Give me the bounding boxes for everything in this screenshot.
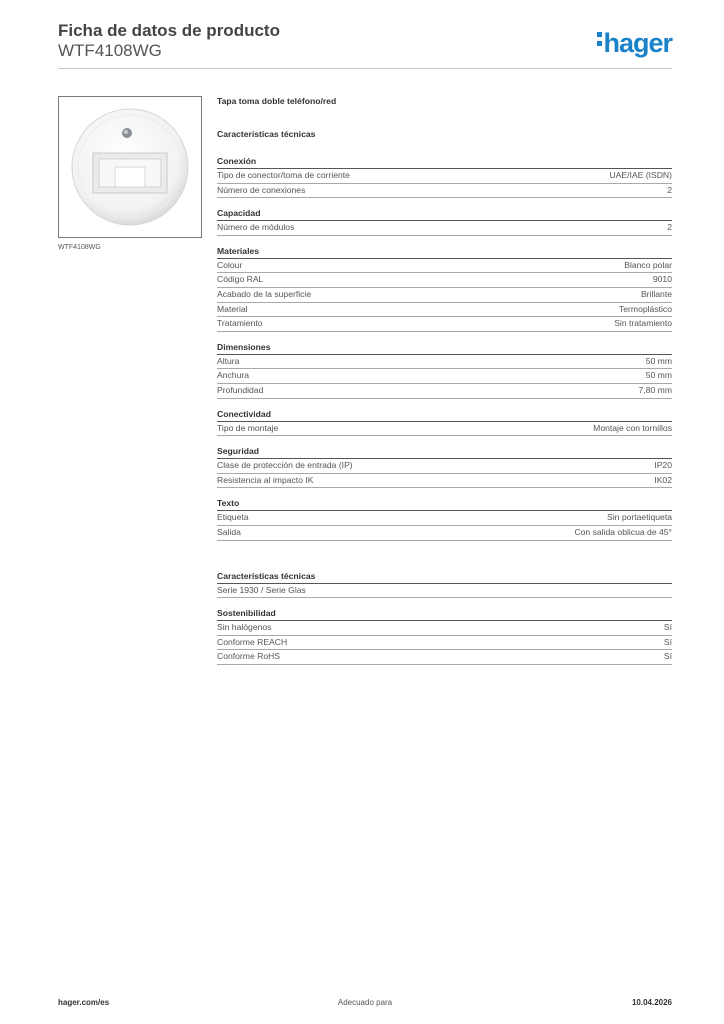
spec-value: Sí xyxy=(663,622,672,633)
spec-label: Profundidad xyxy=(217,384,264,395)
spec-value: 50 mm xyxy=(645,355,672,366)
spec-row xyxy=(217,636,672,651)
spec-row xyxy=(217,288,672,303)
spec-label: Altura xyxy=(217,355,240,366)
spec-label: Acabado de la superficie xyxy=(217,288,312,299)
spec-row xyxy=(217,355,672,370)
spec-row xyxy=(217,384,672,399)
spec-label: Etiqueta xyxy=(217,512,249,523)
section-texto xyxy=(217,497,672,540)
hager-logo[interactable] xyxy=(597,28,672,59)
section-seguridad xyxy=(217,445,672,488)
spec-label: Resistencia al impacto IK xyxy=(217,474,314,485)
main-heading: Características técnicas xyxy=(217,129,316,139)
header-divider xyxy=(58,68,672,69)
spec-value: UAE/IAE (ISDN) xyxy=(609,170,672,180)
spec-row xyxy=(217,317,672,332)
spec-row xyxy=(217,474,672,489)
spec-label: Número de módulos xyxy=(217,222,295,233)
section-title: Dimensiones xyxy=(217,341,672,355)
spec-label: Material xyxy=(217,303,248,314)
section-title: Sostenibilidad xyxy=(217,607,672,621)
spec-row xyxy=(217,303,672,318)
spec-value: IP20 xyxy=(654,460,672,471)
spec-value: Montaje con tornillos xyxy=(593,422,672,433)
spec-value: Sin portaetiqueta xyxy=(607,512,672,523)
section-title: Características técnicas xyxy=(217,570,672,584)
spec-label: Clase de protección de entrada (IP) xyxy=(217,460,353,471)
spec-row xyxy=(217,650,672,665)
specifications xyxy=(217,94,672,674)
spec-value: Blanco polar xyxy=(624,259,672,270)
page-header xyxy=(58,20,672,70)
spec-label: Colour xyxy=(217,259,243,270)
spec-row xyxy=(217,369,672,384)
section-tech-series xyxy=(217,570,672,599)
spec-label: Conforme RoHS xyxy=(217,651,281,662)
spec-row xyxy=(217,459,672,474)
section-sostenibilidad xyxy=(217,607,672,665)
product-name: Tapa toma doble teléfono/red xyxy=(217,96,337,106)
spec-row xyxy=(217,259,672,274)
spec-label: Código RAL xyxy=(217,274,264,285)
spec-label: Tratamiento xyxy=(217,318,263,329)
spec-label: Conforme REACH xyxy=(217,636,288,647)
spec-row xyxy=(217,526,672,541)
spec-value: 50 mm xyxy=(645,370,672,381)
spec-row xyxy=(217,584,672,599)
spec-label: Sin halógenos xyxy=(217,622,272,633)
section-conexion xyxy=(217,155,672,198)
spec-label: Tipo de conector/toma de corriente xyxy=(217,170,350,180)
spec-value: Sin tratamiento xyxy=(614,318,672,329)
section-title: Conectividad xyxy=(217,408,672,422)
product-image xyxy=(58,96,202,238)
spec-label: Serie 1930 / Serie Glas xyxy=(217,584,306,595)
spec-row xyxy=(217,169,672,184)
spec-row xyxy=(217,511,672,526)
section-title: Materiales xyxy=(217,245,672,259)
image-caption: WTF4108WG xyxy=(58,244,101,251)
spec-value: Sí xyxy=(663,651,672,662)
section-materiales xyxy=(217,245,672,332)
spec-value: Brillante xyxy=(640,288,672,299)
footer-date: 10.04.2026 xyxy=(631,998,672,1007)
footer-website-link[interactable]: hager.com/es xyxy=(58,998,110,1007)
spec-label: Tipo de montaje xyxy=(217,422,279,433)
product-code: WTF4108WG xyxy=(58,41,162,60)
footer-middle-text: Adecuado para xyxy=(337,998,393,1007)
section-title: Capacidad xyxy=(217,207,672,221)
spec-value: 9010 xyxy=(652,274,672,285)
spec-row xyxy=(217,273,672,288)
spec-row xyxy=(217,221,672,236)
spec-value: Con salida oblicua de 45° xyxy=(574,526,672,537)
page-title: Ficha de datos de producto xyxy=(58,21,280,40)
logo-text: hager xyxy=(603,28,672,58)
section-spacer xyxy=(217,550,672,570)
spec-value: Sí xyxy=(663,636,672,647)
section-capacidad xyxy=(217,207,672,236)
logo-colon-icon xyxy=(597,28,603,50)
section-title: Conexión xyxy=(217,155,672,169)
spec-row xyxy=(217,422,672,437)
section-dimensiones xyxy=(217,341,672,399)
socket-cover-icon xyxy=(59,97,201,237)
section-conectividad xyxy=(217,408,672,437)
spec-value: Termoplástico xyxy=(618,303,672,314)
spec-value: IK02 xyxy=(654,474,672,485)
spec-value: 2 xyxy=(667,222,672,233)
spec-row xyxy=(217,621,672,636)
section-title: Seguridad xyxy=(217,445,672,459)
spec-label: Anchura xyxy=(217,370,250,381)
section-title: Texto xyxy=(217,497,672,511)
spec-row xyxy=(217,184,672,199)
spec-value: 2 xyxy=(667,184,672,195)
spec-label: Salida xyxy=(217,526,241,537)
spec-value: 7,80 mm xyxy=(638,384,672,395)
spec-label: Número de conexiones xyxy=(217,184,306,195)
